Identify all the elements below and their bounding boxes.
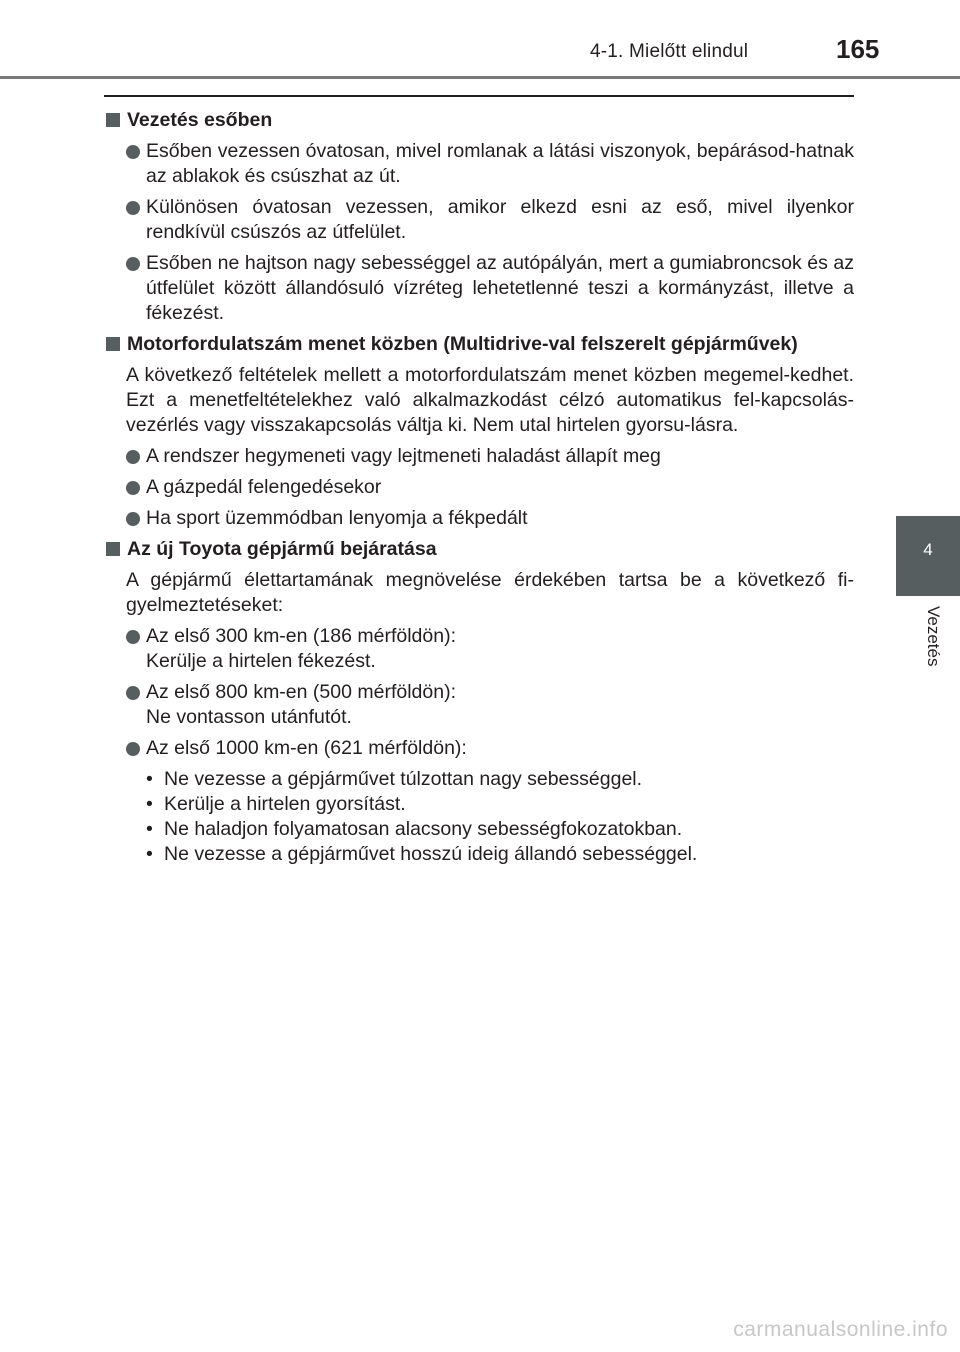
- list-item-line: Az első 1000 km-en (621 mérföldön):: [146, 737, 467, 759]
- circle-bullet-icon: [126, 512, 140, 526]
- sub-list-item: [104, 767, 854, 792]
- sub-list-item-text: Ne vezesse a gépjárművet túlzottan nagy sebességgel.: [164, 768, 643, 790]
- chapter-tab: [896, 516, 960, 596]
- section-heading-text: Vezetés esőben: [127, 109, 273, 131]
- list-item-line: Az első 800 km-en (500 mérföldön):: [146, 681, 456, 703]
- list-item: [104, 139, 854, 189]
- list-item-text: A rendszer hegymeneti vagy lejtmeneti haladást állapít meg: [146, 445, 661, 467]
- list-item-line: Kerülje a hirtelen fékezést.: [146, 650, 376, 672]
- circle-bullet-icon: [126, 145, 140, 159]
- sub-list-item: [104, 842, 854, 867]
- section-heading-text: Az új Toyota gépjármű bejáratása: [127, 538, 437, 560]
- dot-marker: •: [146, 793, 153, 815]
- circle-bullet-icon: [126, 686, 140, 700]
- section-heading: [104, 332, 854, 357]
- dot-marker: •: [146, 818, 153, 840]
- square-bullet-icon: [106, 337, 120, 351]
- list-item-text: Ha sport üzemmódban lenyomja a fékpedált: [146, 507, 528, 529]
- dot-marker: •: [146, 768, 153, 790]
- list-item: [104, 195, 854, 245]
- sub-list-item: [104, 792, 854, 817]
- list-item-text: Esőben vezessen óvatosan, mivel romlanak a látási viszonyok, bepárásod-hatnak az ablakok és csúszhat az út.: [146, 140, 854, 187]
- sub-list-item-text: Ne vezesse a gépjárművet hosszú ideig állandó sebességgel.: [164, 843, 698, 865]
- list-item-line: Ne vontasson utánfutót.: [146, 706, 352, 728]
- square-bullet-icon: [106, 542, 120, 556]
- circle-bullet-icon: [126, 742, 140, 756]
- list-item: [104, 736, 854, 761]
- circle-bullet-icon: [126, 450, 140, 464]
- sub-list-item-text: Ne haladjon folyamatosan alacsony sebességfokozatokban.: [164, 818, 683, 840]
- chapter-number: 4: [923, 540, 933, 559]
- list-item-line: Az első 300 km-en (186 mérföldön):: [146, 625, 456, 647]
- sub-list-item: [104, 817, 854, 842]
- page-content: [104, 108, 854, 867]
- list-item-text: Különösen óvatosan vezessen, amikor elkezd esni az eső, mivel ilyenkor rendkívül csúszós az útfelület.: [146, 196, 854, 243]
- list-item: [104, 624, 854, 674]
- page-number: 165: [836, 34, 880, 64]
- list-item: [104, 680, 854, 730]
- watermark: [0, 1318, 960, 1342]
- header-rule: [0, 76, 960, 79]
- paragraph: A következő feltételek mellett a motorfordulatszám menet közben megemel-kedhet. Ezt a menetfeltételekhez való alkalmazkodást célzó automatikus fel-kapcsolás-vezérlés vagy visszakapcsolás váltja ki. Nem utal hirtelen gyorsu-lásra.: [126, 364, 854, 436]
- section-heading-text: Motorfordulatszám menet közben (Multidrive-val felszerelt gépjárművek): [127, 333, 798, 355]
- dot-marker: •: [146, 843, 153, 865]
- list-item-text: Esőben ne hajtson nagy sebességgel az autópályán, mert a gumiabroncsok és az útfelület között állandósuló vízréteg lehetetlenné teszi a kormányzást, illetve a fékezést.: [146, 252, 854, 324]
- list-item: [104, 506, 854, 531]
- sub-list: [104, 767, 854, 867]
- circle-bullet-icon: [126, 481, 140, 495]
- list-item-text: A gázpedál felengedésekor: [146, 476, 382, 498]
- section-heading: [104, 108, 854, 133]
- watermark-text: carmanualsonline.info: [733, 1318, 948, 1341]
- chapter-label: Vezetés: [924, 606, 943, 667]
- circle-bullet-icon: [126, 630, 140, 644]
- circle-bullet-icon: [126, 257, 140, 271]
- section-heading: [104, 537, 854, 562]
- circle-bullet-icon: [126, 201, 140, 215]
- list-item: [104, 444, 854, 469]
- paragraph: A gépjármű élettartamának megnövelése érdekében tartsa be a következő fi-gyelmeztetéseket:: [126, 569, 854, 616]
- content-top-rule: [104, 95, 854, 97]
- header-section-title: 4-1. Mielőtt elindul: [590, 41, 749, 62]
- square-bullet-icon: [106, 113, 120, 127]
- list-item: [104, 475, 854, 500]
- sub-list-item-text: Kerülje a hirtelen gyorsítást.: [164, 793, 406, 815]
- chapter-label-tab: [896, 596, 960, 702]
- list-item: [104, 251, 854, 326]
